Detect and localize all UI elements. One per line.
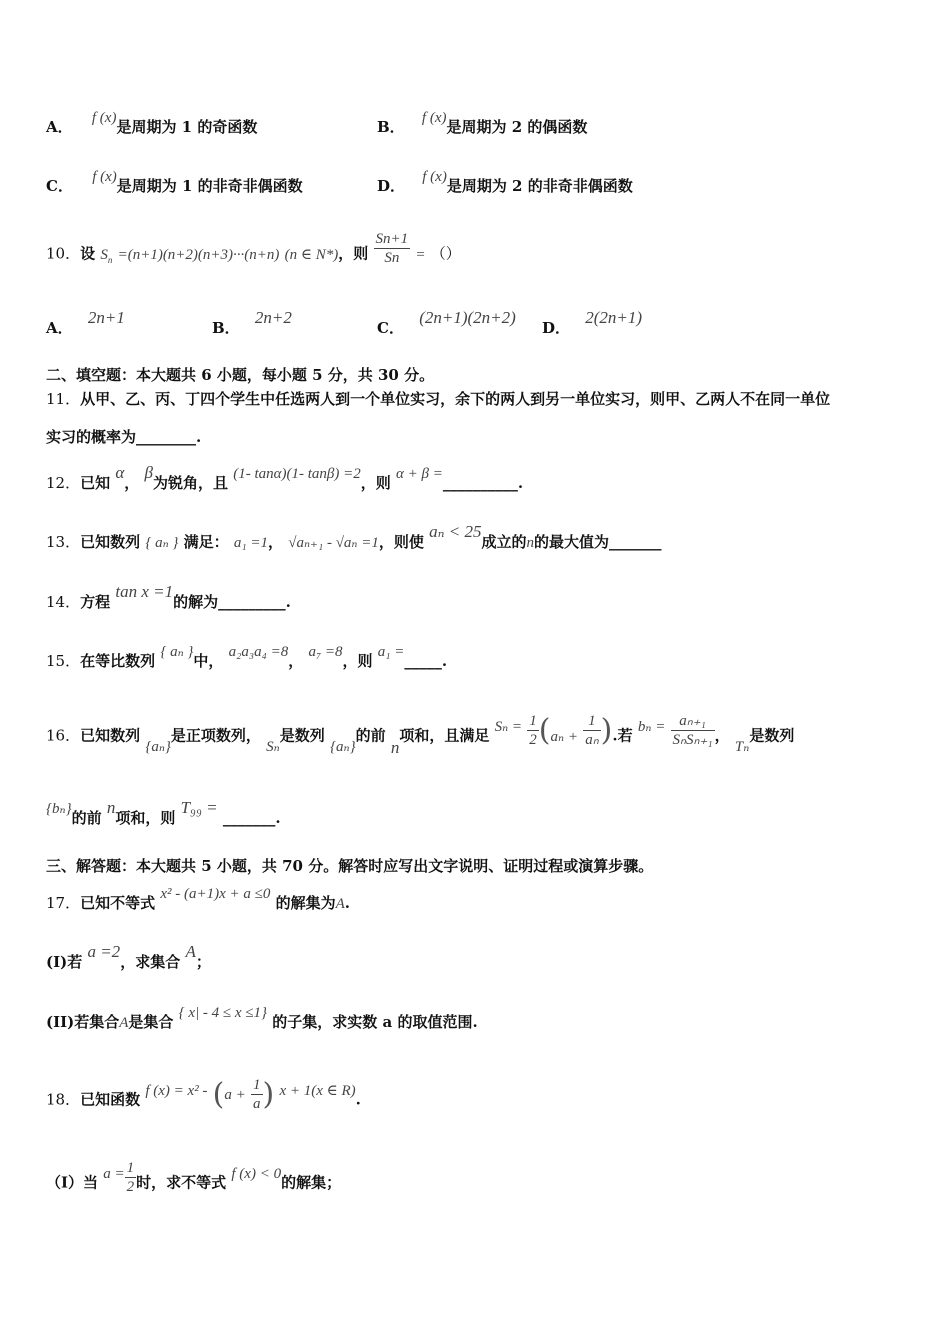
- question-text: ，则: [338, 244, 369, 263]
- question-number: 11．: [46, 390, 81, 408]
- math-expression: A: [119, 1015, 129, 1031]
- question-text: 为锐角，且: [153, 474, 229, 492]
- math-expression: A: [335, 896, 345, 912]
- question-text: .: [344, 894, 351, 912]
- question-number: 15．: [46, 652, 81, 670]
- option-label: D．: [377, 177, 406, 195]
- answer-blank: 的解为_________.: [173, 593, 291, 611]
- fraction: [374, 230, 411, 267]
- question-text: 的子集，求实数 a 的取值范围.: [272, 1013, 478, 1031]
- math-expression: { x| - 4 ≤ x ≤1}: [178, 1005, 268, 1021]
- question-text: ，求集合: [120, 953, 181, 971]
- left-paren: (: [212, 1077, 225, 1112]
- question-text: ，则使: [378, 533, 424, 551]
- question-text: 已知: [80, 474, 111, 492]
- option-text: 是周期为 1 的奇函数: [116, 118, 258, 136]
- math-expression: S: [100, 246, 108, 263]
- question-text: ，: [714, 726, 730, 745]
- q9-option-c: [46, 169, 303, 196]
- math-expression: { aₙ }: [145, 535, 179, 551]
- fraction-numerator: 1: [529, 713, 537, 729]
- math-expression: a =2: [87, 942, 121, 961]
- q17-part-2: [46, 1005, 478, 1032]
- math-expression: {aₙ}: [330, 738, 356, 755]
- math-expression: a +: [224, 1086, 246, 1103]
- q12: [46, 463, 524, 493]
- math-expression: f (x): [92, 169, 117, 185]
- math-expression: n: [526, 535, 535, 551]
- math-expression: 2n+1: [87, 308, 125, 327]
- question-text: 的解集；: [281, 1173, 342, 1192]
- math-expression: a₁ =: [377, 644, 405, 660]
- math-expression: β: [144, 463, 153, 482]
- math-expression: =: [415, 246, 426, 263]
- answer-blank: 的最大值为_______: [534, 533, 662, 551]
- question-number: 12．: [46, 474, 81, 492]
- q17: [46, 886, 351, 913]
- question-number: 16．: [46, 726, 81, 745]
- math-expression: 2(2n+1): [585, 308, 643, 327]
- question-text: 方程: [80, 593, 111, 611]
- part-label: (II)若集合: [46, 1013, 120, 1031]
- math-expression: A: [185, 942, 196, 961]
- question-text: ，则: [342, 652, 373, 670]
- question-number: 13．: [46, 533, 81, 551]
- fraction-numerator: Sn+1: [375, 231, 409, 247]
- math-expression: α: [115, 463, 125, 482]
- math-expression: (2n+1)(2n+2): [419, 308, 516, 327]
- question-text: 设: [80, 244, 96, 263]
- fraction: [125, 1159, 137, 1196]
- question-text: 满足：: [183, 533, 229, 551]
- math-expression: Tₙ: [734, 738, 750, 755]
- fraction-half: [527, 712, 539, 749]
- question-text: ，: [268, 533, 284, 551]
- fraction-numerator: 1: [583, 712, 600, 731]
- fraction-denominator: aₙ: [585, 732, 599, 748]
- question-text: 在等比数列: [80, 652, 156, 670]
- math-expression: {aₙ}: [145, 738, 171, 755]
- question-text: 已知数列: [80, 726, 141, 745]
- fraction-reciprocal: [583, 712, 600, 749]
- math-expression: f (x): [91, 110, 117, 126]
- q16-line-2: [46, 798, 281, 828]
- question-text: 已知不等式: [80, 894, 156, 912]
- left-paren: (: [538, 713, 551, 748]
- answer-paren: （）: [430, 244, 461, 263]
- q11-line-1: [46, 388, 830, 409]
- fraction-bn: [671, 712, 715, 749]
- q13: [46, 522, 662, 552]
- math-expression: n: [390, 737, 400, 757]
- question-number: 10．: [46, 244, 81, 263]
- math-expression: { aₙ }: [160, 644, 194, 660]
- math-expression: √aₙ₊₁ - √aₙ =1: [288, 535, 379, 551]
- math-expression: T₉₉ =: [180, 798, 218, 817]
- option-label: C．: [46, 177, 73, 195]
- math-expression: (n ∈ N*): [284, 246, 339, 263]
- q11-line-2: 实习的概率为________.: [46, 428, 202, 446]
- option-label: A．: [46, 319, 73, 337]
- question-text: .: [355, 1090, 361, 1109]
- math-expression: =(n+1)(n+2)(n+3)···(n+n): [117, 246, 280, 263]
- fraction-numerator: aₙ₊₁: [671, 712, 715, 731]
- question-text: 是集合: [128, 1013, 174, 1031]
- math-expression: a₂a₃a₄ =8: [228, 644, 289, 660]
- section-3-title: 三、解答题：本大题共 5 小题，共 70 分。解答时应写出文字说明、证明过程或演算步骤。: [46, 857, 654, 875]
- math-expression: bₙ =: [637, 718, 666, 735]
- question-text: .若: [612, 726, 633, 745]
- math-expression: a₁ =1: [233, 535, 268, 551]
- question-text: 中，: [193, 652, 224, 670]
- question-text: ；: [195, 953, 211, 971]
- math-expression: tan x =1: [115, 582, 174, 601]
- question-number: 17．: [46, 894, 81, 912]
- fraction-numerator: 1: [253, 1077, 261, 1093]
- section-2-title: 二、填空题：本大题共 6 小题，每小题 5 分，共 30 分。: [46, 366, 435, 384]
- answer-blank: _______.: [222, 809, 281, 827]
- question-text: ，: [124, 474, 140, 492]
- option-text: 是周期为 1 的非奇非偶函数: [116, 177, 303, 195]
- q15: [46, 644, 448, 671]
- math-expression: x² - (a+1)x + a ≤0: [160, 886, 271, 902]
- option-label: A．: [46, 118, 73, 136]
- option-text: 是周期为 2 的非奇非偶函数: [446, 177, 633, 195]
- q10-option-d: [542, 308, 643, 338]
- option-text: 是周期为 2 的偶函数: [446, 118, 588, 136]
- q17-part-1: [46, 942, 211, 972]
- question-text: 是数列: [749, 726, 795, 745]
- question-text: 是正项数列，: [170, 726, 261, 745]
- fraction-denominator: a: [253, 1096, 261, 1112]
- q18-part-1: [46, 1160, 342, 1202]
- option-label: D．: [542, 319, 571, 337]
- q16-line-1: [46, 713, 795, 757]
- question-text: 项和，且满足: [399, 726, 490, 745]
- question-text: 的解集为: [275, 894, 336, 912]
- q10-stem: [46, 231, 461, 273]
- math-expression: x + 1(x ∈ R): [279, 1082, 356, 1099]
- math-expression: {bₙ}: [46, 801, 72, 817]
- right-paren: ): [262, 1077, 275, 1112]
- math-expression: (1- tanα)(1- tanβ) =2: [233, 466, 361, 482]
- math-expression: 2n+2: [254, 308, 292, 327]
- math-expression: a =: [103, 1165, 125, 1182]
- fraction-denominator: SₙSₙ₊₁: [672, 732, 713, 748]
- q18: [46, 1077, 361, 1119]
- option-label: C．: [377, 319, 404, 337]
- question-text: 成立的: [481, 533, 527, 551]
- math-expression: f (x) < 0: [231, 1165, 282, 1182]
- math-expression: f (x): [421, 110, 447, 126]
- math-expression: α + β =: [396, 466, 443, 482]
- question-text: 的前: [355, 726, 386, 745]
- question-text: ，则: [360, 474, 391, 492]
- fraction-denominator: 2: [529, 732, 537, 748]
- question-text: 是数列: [279, 726, 325, 745]
- math-expression: Sₙ: [266, 738, 280, 755]
- q14: [46, 582, 291, 612]
- question-text: 项和，则: [115, 809, 176, 827]
- fraction: [251, 1076, 263, 1113]
- answer-blank: __________.: [442, 474, 524, 492]
- question-text: ，: [288, 652, 304, 670]
- math-expression: n: [106, 798, 116, 817]
- question-text: 的前: [71, 809, 102, 827]
- q10-option-b: [212, 308, 292, 338]
- math-expression: aₙ +: [550, 728, 578, 745]
- option-label: B．: [377, 118, 405, 136]
- math-expression: Sₙ =: [494, 718, 523, 735]
- answer-blank: _____.: [404, 652, 448, 670]
- question-number: 14．: [46, 593, 81, 611]
- math-expression: f (x) = x² -: [145, 1082, 208, 1099]
- part-label: (I)若: [46, 953, 83, 971]
- fraction-denominator: 2: [126, 1179, 135, 1195]
- fraction-numerator: 1: [126, 1160, 135, 1176]
- question-text: 时，求不等式: [136, 1173, 227, 1192]
- question-text: 已知函数: [80, 1090, 141, 1109]
- math-expression: aₙ < 25: [429, 522, 482, 541]
- question-number: 18．: [46, 1090, 81, 1109]
- q9-option-b: [377, 110, 588, 137]
- q9-option-a: [46, 110, 258, 137]
- question-text: 从甲、乙、丙、丁四个学生中任选两人到一个单位实习，余下的两人到另一单位实习，则甲、乙两人不在同一单位: [80, 390, 831, 408]
- math-expression: a₇ =8: [308, 644, 343, 660]
- q10-option-a: [46, 308, 125, 338]
- right-paren: ): [600, 713, 613, 748]
- math-subscript: n: [107, 254, 113, 265]
- fraction-denominator: Sn: [384, 250, 400, 266]
- math-expression: f (x): [422, 169, 447, 185]
- q9-option-d: [377, 169, 633, 196]
- option-label: B．: [212, 319, 240, 337]
- part-label: （I）当: [46, 1173, 99, 1192]
- q10-option-c: [377, 308, 516, 338]
- question-text: 已知数列: [80, 533, 141, 551]
